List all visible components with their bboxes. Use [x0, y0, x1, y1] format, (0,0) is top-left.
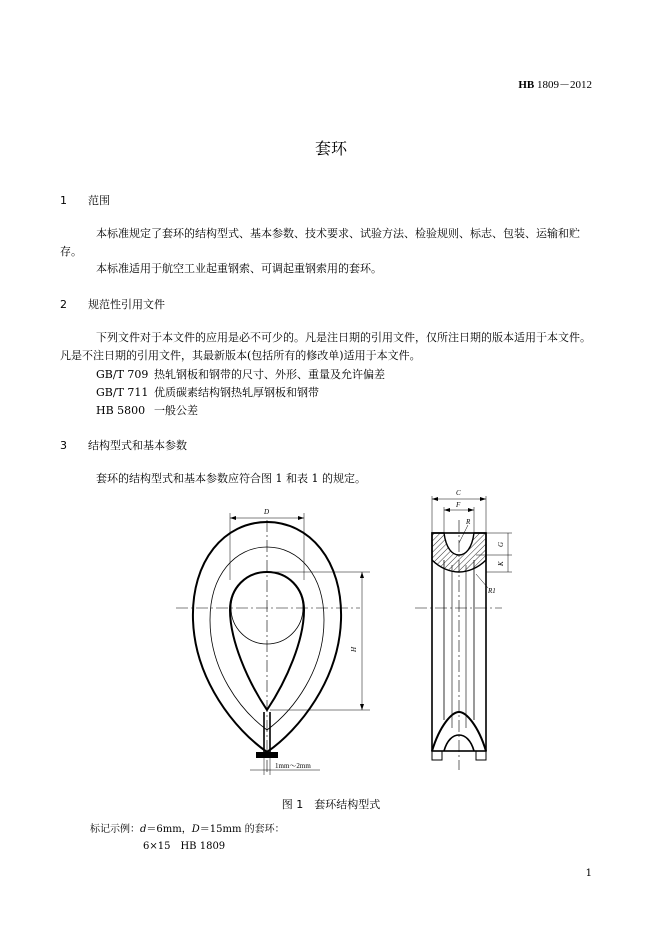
- section-3-heading: 3 结构型式和基本参数: [60, 439, 187, 452]
- figure-caption: 图 1 套环结构型式: [281, 798, 381, 811]
- section-1-para-1: 本标准规定了套环的结构型式、基本参数、技术要求、试验方法、检验规则、标志、包装、运输和贮存。: [60, 227, 580, 258]
- page-title: 套环: [314, 139, 347, 158]
- dim-label-G: G: [497, 541, 505, 547]
- dim-label-D: D: [264, 508, 270, 516]
- dim-label-gap: 1mm～2mm: [275, 762, 311, 770]
- section-1-heading: 1 范围: [60, 194, 110, 207]
- section-2-para-1: 下列文件对于本文件的应用是必不可少的。凡是注日期的引用文件，仅所注日期的版本适用于本文件。凡是不注日期的引用文件，其最新版本(包括所有的修改单)适用于本文件。: [60, 331, 591, 362]
- dim-label-F: F: [456, 501, 461, 509]
- marking-example-label: 标记示例：d＝6mm，D＝15mm 的套环：: [90, 824, 285, 835]
- reference-item: GB/T 709 热轧钢板和钢带的尺寸、外形、重量及允许偏差: [96, 368, 385, 381]
- reference-item: HB 5800 一般公差: [96, 404, 198, 417]
- dim-label-H: H: [350, 646, 358, 652]
- dim-label-C: C: [456, 489, 461, 497]
- dim-label-R: R: [466, 518, 471, 526]
- section-2-heading: 2 规范性引用文件: [60, 298, 165, 311]
- dim-label-K: K: [497, 561, 505, 566]
- section-3-para-1: 套环的结构型式和基本参数应符合图 1 和表 1 的规定。: [96, 472, 366, 485]
- marking-example: 6×15 HB 1809: [143, 841, 226, 852]
- page-number: 1: [585, 868, 592, 879]
- reference-item: GB/T 711 优质碳素结构钢热轧厚钢板和钢带: [96, 386, 319, 399]
- section-1-para-2: 本标准适用于航空工业起重钢索、可调起重钢索用的套环。: [96, 262, 382, 275]
- standard-code: HB 1809－2012: [518, 79, 592, 91]
- dim-label-R1: R1: [488, 587, 496, 595]
